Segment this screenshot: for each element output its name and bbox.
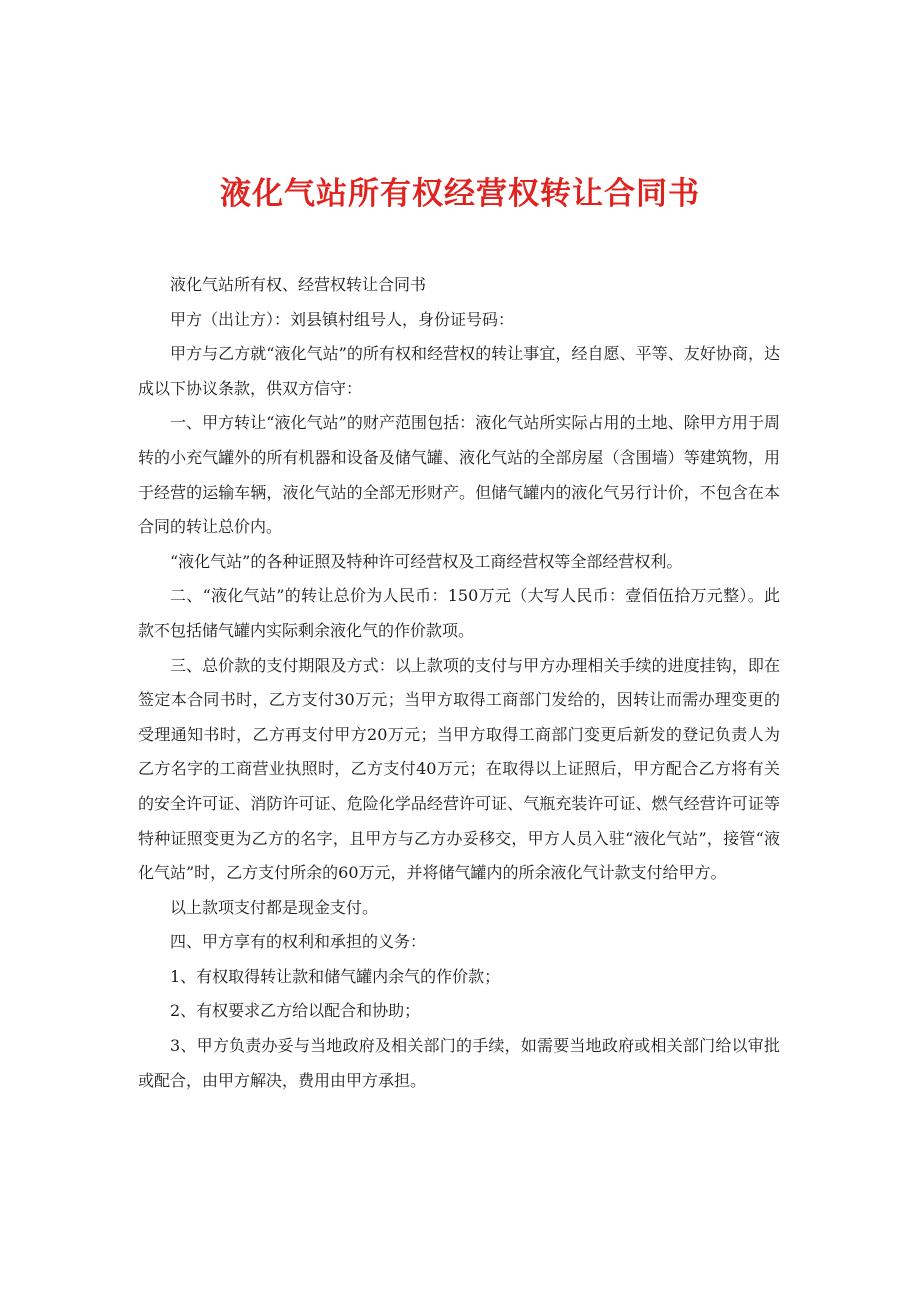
paragraph-preamble: 甲方与乙方就“液化气站”的所有权和经营权的转让事宜，经自愿、平等、友好协商，达成以下协议条款，供双方信守： [138,344,780,398]
paragraph-clause-4-item-2: 2、有权要求乙方给以配合和协助； [170,1001,421,1021]
paragraph-clause-4: 四、甲方享有的权利和承担的义务： [170,932,427,952]
paragraph-clause-2: 二、“液化气站”的转让总价为人民币：150万元（大写人民币：壹佰伍拾万元整）。此款不包括储气罐内实际剩余液化气的作价款项。 [138,586,780,640]
paragraph-clause-1: 一、甲方转让“液化气站”的财产范围包括：液化气站所实际占用的土地、除甲方用于周转的小充气罐外的所有机器和设备及储气罐、液化气站的全部房屋（含围墙）等建筑物，用于经营的运输车辆，液化气站的全部无形财产。但储气罐内的液化气另行计价，不包含在本合同的转让总价内。 [138,413,780,537]
paragraph-clause-4-item-1: 1、有权取得转让款和储气罐内余气的作价款； [170,966,501,986]
document-body [138,268,780,1098]
paragraph-heading: 液化气站所有权、经营权转让合同书 [170,275,427,294]
paragraph-clause-4-item-3: 3、甲方负责办妥与当地政府及相关部门的手续，如需要当地政府或相关部门给以审批或配合，由甲方解决，费用由甲方承担。 [138,1036,780,1090]
paragraph-party-a: 甲方（出让方）：刘县镇村组号人，身份证号码： [170,309,515,329]
paragraph-clause-1-licenses: “液化气站”的各种证照及特种许可经营权及工商经营权等全部经营权利。 [170,551,683,571]
document-title: 液化气站所有权经营权转让合同书 [220,176,700,212]
paragraph-clause-3: 三、总价款的支付期限及方式：以上款项的支付与甲方办理相关手续的进度挂钩，即在签定本合同书时，乙方支付30万元；当甲方取得工商部门发给的，因转让而需办理变更的受理通知书时，乙方再支付甲方20万元；当甲方取得工商部门变更后新发的登记负责人为乙方名字的工商营业执照时，乙方支付40万元；在取得以上证照后，甲方配合乙方将有关的安全许可证、消防许可证、危险化学品经营许可证、气瓶充装许可证、燃气经营许可证等特种证照变更为乙方的名字，且甲方与乙方办妥移交，甲方人员入驻“液化气站”，接管“液化气站”时，乙方支付所余的60万元，并将储气罐内的所余液化气计款支付给甲方。 [138,655,780,883]
paragraph-cash-payment: 以上款项支付都是现金支付。 [170,897,379,917]
